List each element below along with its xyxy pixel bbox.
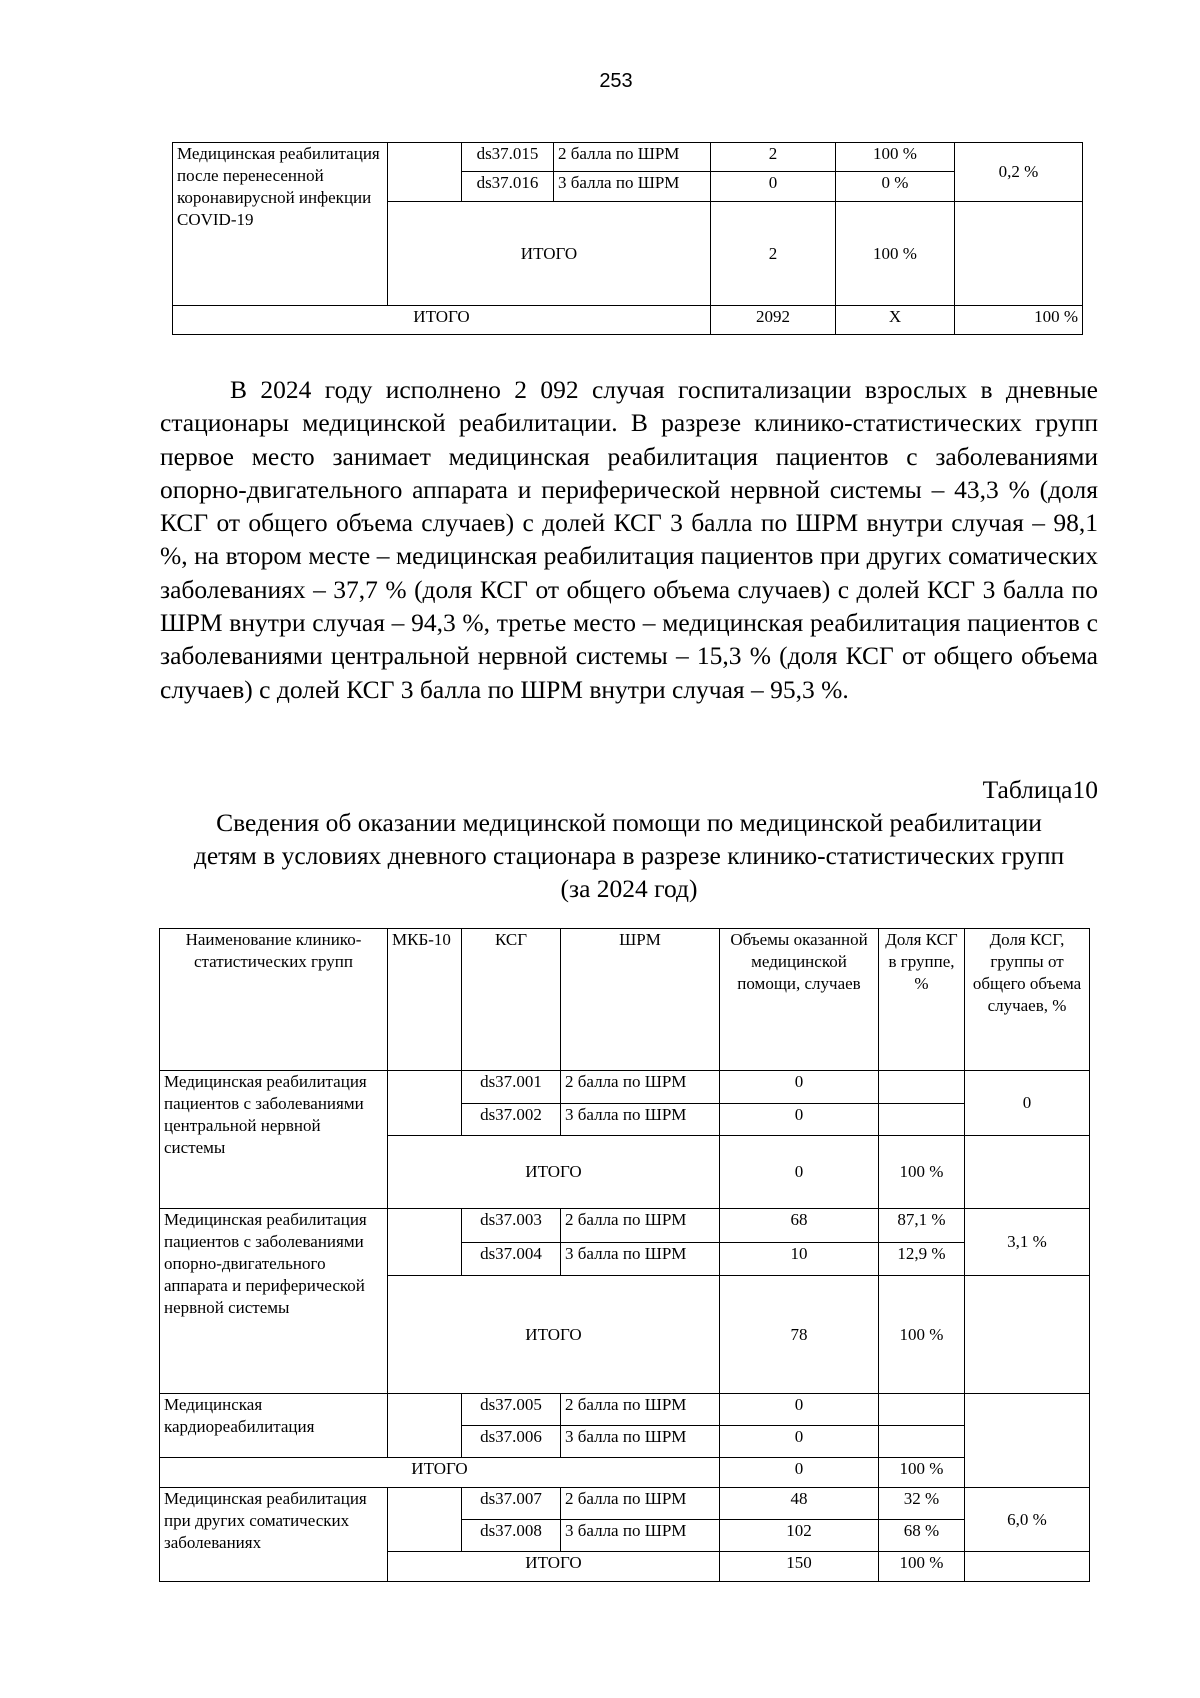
shrm-cell: 3 балла по ШРМ [561, 1104, 720, 1136]
mkb-cell [388, 1488, 462, 1552]
subtotal-share: 100 % [879, 1458, 965, 1488]
grand-total-label: ИТОГО [173, 306, 711, 335]
header-cases: Объемы оказанной медицинской помощи, случаев [720, 929, 879, 1071]
cases-cell: 0 [711, 172, 836, 202]
cases-cell: 0 [720, 1104, 879, 1136]
subtotal-label: ИТОГО [160, 1458, 720, 1488]
ksg-code: ds37.003 [462, 1209, 561, 1243]
shrm-cell: 3 балла по ШРМ [561, 1520, 720, 1552]
shrm-cell: 3 балла по ШРМ [554, 172, 711, 202]
table-10 [159, 928, 1090, 1582]
subtotal-cases: 2 [711, 202, 836, 306]
subtotal-share: 100 % [879, 1552, 965, 1582]
ksg-code: ds37.008 [462, 1520, 561, 1552]
grand-total-cases: 2092 [711, 306, 836, 335]
ksg-code: ds37.006 [462, 1426, 561, 1458]
ksg-code: ds37.005 [462, 1394, 561, 1426]
subtotal-label: ИТОГО [388, 1552, 720, 1582]
ksg-code: ds37.016 [462, 172, 554, 202]
subtotal-share: 100 % [879, 1276, 965, 1394]
shrm-cell: 2 балла по ШРМ [561, 1394, 720, 1426]
subtotal-label: ИТОГО [388, 1136, 720, 1209]
share-in-group-cell: 0 % [836, 172, 955, 202]
group-name: Медицинская реабилитация после перенесенной коронавирусной инфекции COVID-19 [173, 143, 388, 306]
grand-total-share-group: Х [836, 306, 955, 335]
share-in-group-cell [879, 1071, 965, 1104]
share-total-cell [965, 1394, 1090, 1488]
cases-cell: 2 [711, 143, 836, 172]
empty-cell [965, 1276, 1090, 1394]
header-shrm: ШРМ [561, 929, 720, 1071]
previous-table [172, 142, 1083, 335]
subtotal-share: 100 % [879, 1136, 965, 1209]
header-group-name: Наименование клинико-статистических групп [160, 929, 388, 1071]
share-in-group-cell [879, 1426, 965, 1458]
share-in-group-cell [879, 1394, 965, 1426]
share-in-group-cell [879, 1104, 965, 1136]
cases-cell: 10 [720, 1243, 879, 1276]
empty-cell [965, 1136, 1090, 1209]
ksg-code: ds37.007 [462, 1488, 561, 1520]
ksg-code: ds37.001 [462, 1071, 561, 1104]
page-number: 253 [599, 70, 633, 92]
share-total-cell: 6,0 % [965, 1488, 1090, 1552]
shrm-cell: 2 балла по ШРМ [561, 1071, 720, 1104]
shrm-cell: 2 балла по ШРМ [554, 143, 711, 172]
group-name: Медицинская реабилитация пациентов с заболеваниями центральной нервной системы [160, 1071, 388, 1209]
ksg-code: ds37.015 [462, 143, 554, 172]
share-in-group-cell: 100 % [836, 143, 955, 172]
header-mkb: МКБ-10 [388, 929, 462, 1071]
shrm-cell: 3 балла по ШРМ [561, 1243, 720, 1276]
share-total-cell: 0 [965, 1071, 1090, 1136]
ksg-code: ds37.002 [462, 1104, 561, 1136]
subtotal-cases: 150 [720, 1552, 879, 1582]
paragraph: В 2024 году исполнено 2 092 случая госпитализации взрослых в дневные стационары медицинской реабилитации. В разрезе клинико-статистических групп первое место занимает медицинская реабилитация пациентов с заболеваниями опорно-двигательного аппарата и периферической нервной системы – 43,3 % (доля КСГ от общего объема случаев) с долей КСГ 3 балла по ШРМ внутри случая – 98,1 %, на втором месте – медицинская реабилитация пациентов при других соматических заболеваниях – 37,7 % (доля КСГ от общего объема случаев) с долей КСГ 3 балла по ШРМ внутри случая – 94,3 %, третье место – медицинская реабилитация пациентов с заболеваниями центральной нервной системы – 15,3 % (доля КСГ от общего объема случаев) с долей КСГ 3 балла по ШРМ внутри случая – 95,3 %. [160, 375, 1098, 704]
cases-cell: 102 [720, 1520, 879, 1552]
subtotal-cases: 0 [720, 1458, 879, 1488]
mkb-cell [388, 1071, 462, 1136]
empty-cell [965, 1552, 1090, 1582]
header-share-total: Доля КСГ, группы от общего объема случаев, % [965, 929, 1090, 1071]
cases-cell: 48 [720, 1488, 879, 1520]
share-in-group-cell: 12,9 % [879, 1243, 965, 1276]
shrm-cell: 2 балла по ШРМ [561, 1209, 720, 1243]
share-in-group-cell: 32 % [879, 1488, 965, 1520]
cases-cell: 0 [720, 1394, 879, 1426]
group-name: Медицинская реабилитация при других соматических заболеваниях [160, 1488, 388, 1582]
header-ksg: КСГ [462, 929, 561, 1071]
cases-cell: 68 [720, 1209, 879, 1243]
shrm-cell: 3 балла по ШРМ [561, 1426, 720, 1458]
group-name: Медицинская реабилитация пациентов с заболеваниями опорно-двигательного аппарата и периферической нервной системы [160, 1209, 388, 1394]
body-text [160, 373, 1098, 706]
share-in-group-cell: 87,1 % [879, 1209, 965, 1243]
subtotal-share: 100 % [836, 202, 955, 306]
cases-cell: 0 [720, 1426, 879, 1458]
grand-total-share: 100 % [955, 306, 1083, 335]
table-label: Таблица10 [982, 775, 1098, 804]
mkb-cell [388, 143, 462, 202]
share-in-group-cell: 68 % [879, 1520, 965, 1552]
shrm-cell: 2 балла по ШРМ [561, 1488, 720, 1520]
mkb-cell [388, 1209, 462, 1276]
mkb-cell [388, 1394, 462, 1458]
subtotal-cases: 0 [720, 1136, 879, 1209]
ksg-code: ds37.004 [462, 1243, 561, 1276]
empty-cell [955, 202, 1083, 306]
subtotal-label: ИТОГО [388, 1276, 720, 1394]
group-name: Медицинская кардиореабилитация [160, 1394, 388, 1458]
cases-cell: 0 [720, 1071, 879, 1104]
share-total-cell: 3,1 % [965, 1209, 1090, 1276]
table-title: Сведения об оказании медицинской помощи по медицинской реабилитации детям в условиях дневного стационара в разрезе клинико-статистических групп (за 2024 год) [193, 808, 1065, 903]
header-share-group: Доля КСГ в группе, % [879, 929, 965, 1071]
subtotal-cases: 78 [720, 1276, 879, 1394]
share-total-cell: 0,2 % [955, 143, 1083, 202]
subtotal-label: ИТОГО [388, 202, 711, 306]
